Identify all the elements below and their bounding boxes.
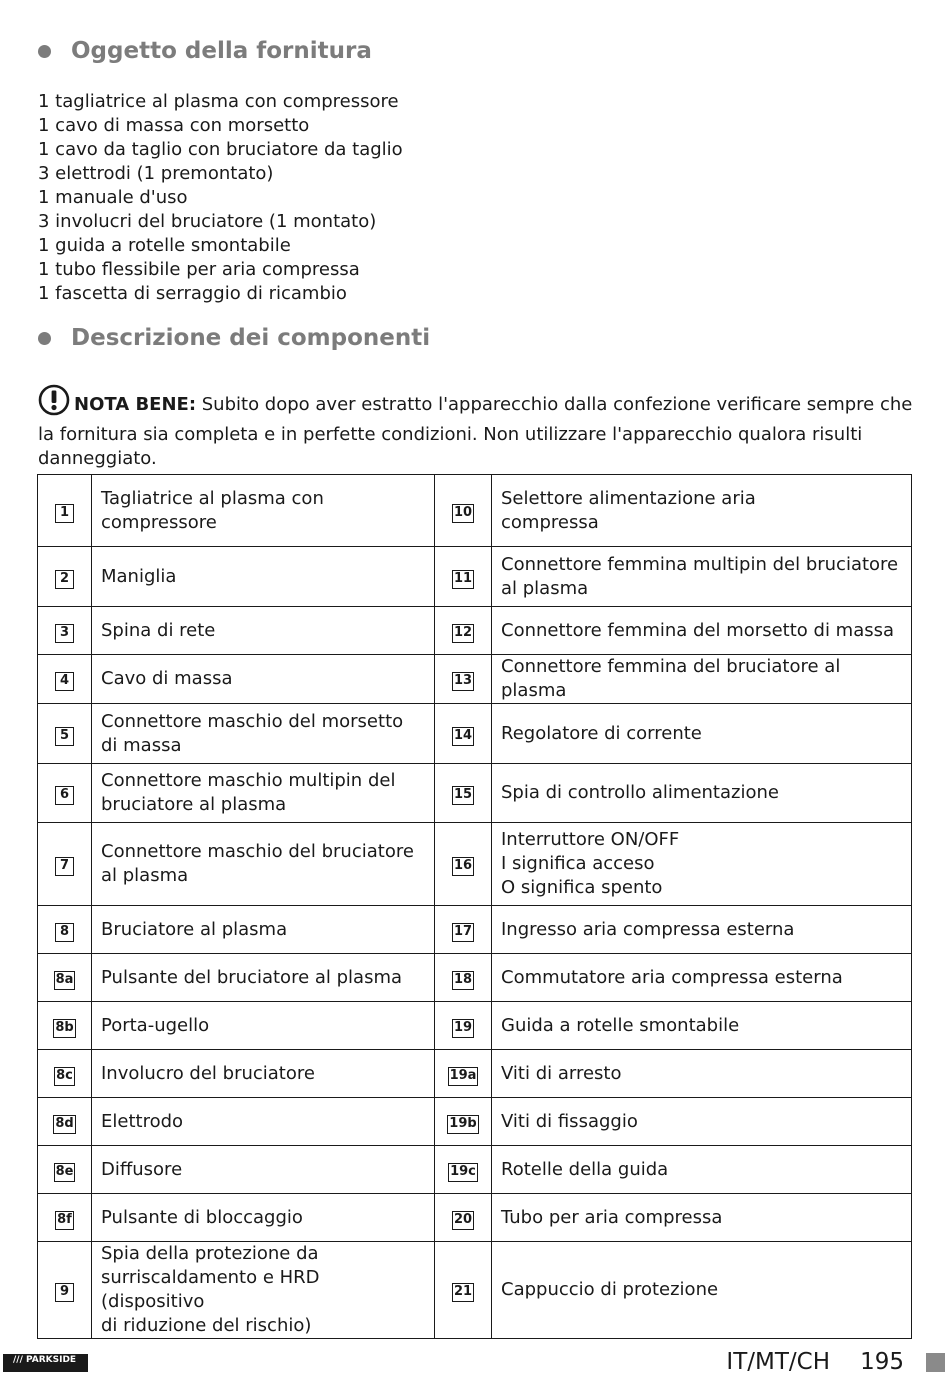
bullet-icon (38, 332, 51, 345)
number-cell (38, 655, 92, 704)
component-label: Maniglia (101, 565, 177, 587)
component-label: Rotelle della guida (501, 1158, 669, 1180)
number-cell (38, 704, 92, 764)
supply-item: 1 fascetta di serraggio di ricambio (38, 283, 347, 304)
component-label: Ingresso aria compressa esterna (501, 918, 795, 940)
number-cell (435, 1098, 492, 1146)
component-number-badge: 7 (55, 857, 74, 876)
supply-item: 3 involucri del bruciatore (1 montato) (38, 211, 377, 232)
number-cell (435, 1050, 492, 1098)
component-label: Pulsante del bruciatore al plasma (101, 966, 403, 988)
supply-heading-text: Oggetto della fornitura (71, 38, 372, 64)
component-label: Regolatore di corrente (501, 722, 702, 744)
page-number: 195 (860, 1349, 904, 1375)
component-label: Elettrodo (101, 1110, 184, 1132)
table-row (38, 823, 912, 906)
component-number-badge: 19b (447, 1115, 478, 1134)
description-cell (92, 547, 435, 607)
component-label: Pulsante di bloccaggio (101, 1206, 303, 1228)
description-cell (92, 954, 435, 1002)
number-cell (435, 655, 492, 704)
number-cell (435, 1194, 492, 1242)
description-cell (92, 655, 435, 704)
description-cell (92, 1242, 435, 1339)
component-label: Selettore alimentazione aria compressa (501, 487, 756, 533)
description-cell (492, 1242, 912, 1339)
supply-list (38, 90, 403, 306)
description-cell (92, 1002, 435, 1050)
table-row (38, 906, 912, 954)
component-label: Spia della protezione da surriscaldamento e HRD (dispositivo di riduzione del rischio) (101, 1243, 320, 1336)
supply-item: 3 elettrodi (1 premontato) (38, 163, 274, 184)
number-cell (435, 954, 492, 1002)
supply-heading (38, 38, 372, 64)
description-cell (492, 475, 912, 547)
table-row (38, 1050, 912, 1098)
components-table (37, 474, 912, 1339)
table-row (38, 607, 912, 655)
component-label: Cavo di massa (101, 668, 233, 689)
component-label: Connettore maschio multipin del bruciatore al plasma (101, 770, 396, 815)
component-number-badge: 17 (452, 923, 474, 942)
component-number-badge: 19c (448, 1163, 478, 1182)
supply-item: 1 tubo flessibile per aria compressa (38, 259, 360, 280)
number-cell (435, 764, 492, 823)
footer-language: IT/MT/CH (726, 1349, 830, 1375)
component-number-badge: 9 (55, 1283, 74, 1302)
number-cell (435, 1146, 492, 1194)
component-label: Viti di arresto (501, 1062, 622, 1084)
number-cell (435, 1242, 492, 1339)
description-cell (492, 1098, 912, 1146)
description-cell (92, 1098, 435, 1146)
number-cell (435, 823, 492, 906)
note-text: Subito dopo aver estratto l'apparecchio dalla confezione verificare sempre che la fornitura sia completa e in perfette condizioni. Non utilizzare l'apparecchio qualora risulti danneggiato. (38, 394, 913, 469)
component-label: Connettore femmina multipin del bruciatore al plasma (501, 553, 899, 599)
table-row (38, 1194, 912, 1242)
number-cell (38, 547, 92, 607)
table-row (38, 954, 912, 1002)
description-cell (92, 1146, 435, 1194)
components-heading-text: Descrizione dei componenti (71, 325, 431, 351)
number-cell (38, 764, 92, 823)
component-number-badge: 16 (452, 857, 474, 876)
component-number-badge: 1 (55, 504, 74, 523)
description-cell (92, 1050, 435, 1098)
component-number-badge: 13 (452, 672, 474, 691)
description-cell (492, 1194, 912, 1242)
component-number-badge: 8e (54, 1163, 76, 1182)
bullet-icon (38, 45, 51, 58)
supply-item: 1 tagliatrice al plasma con compressore (38, 91, 399, 112)
component-number-badge: 2 (55, 570, 74, 589)
number-cell (38, 1002, 92, 1050)
component-label: Connettore maschio del bruciatore al plasma (101, 841, 414, 886)
supply-item: 1 guida a rotelle smontabile (38, 235, 291, 256)
number-cell (38, 1098, 92, 1146)
component-number-badge: 4 (55, 672, 74, 691)
exclamation-circle-icon (38, 384, 70, 423)
number-cell (38, 954, 92, 1002)
component-number-badge: 8f (55, 1211, 74, 1230)
component-number-badge: 8a (54, 971, 76, 990)
number-cell (38, 906, 92, 954)
component-label: Commutatore aria compressa esterna (501, 966, 843, 988)
description-cell (492, 1002, 912, 1050)
component-number-badge: 5 (55, 727, 74, 746)
description-cell (492, 1146, 912, 1194)
component-number-badge: 3 (55, 624, 74, 643)
description-cell (92, 1194, 435, 1242)
table-row (38, 704, 912, 764)
component-label: Spina di rete (101, 619, 216, 641)
component-number-badge: 12 (452, 624, 474, 643)
table-row (38, 1242, 912, 1339)
brand-logo: /// PARKSIDE (3, 1354, 88, 1372)
component-number-badge: 6 (55, 786, 74, 805)
component-label: Cappuccio di protezione (501, 1279, 719, 1300)
description-cell (492, 547, 912, 607)
component-label: Connettore femmina del morsetto di massa (501, 619, 895, 641)
component-number-badge: 8 (55, 923, 74, 942)
component-label: Interruttore ON/OFF I significa acceso O significa spento (501, 829, 680, 898)
component-label: Connettore maschio del morsetto di massa (101, 710, 404, 756)
description-cell (492, 655, 912, 704)
number-cell (38, 1146, 92, 1194)
component-label: Diffusore (101, 1158, 183, 1180)
description-cell (92, 823, 435, 906)
component-label: Tubo per aria compressa (501, 1206, 723, 1228)
component-number-badge: 19a (448, 1067, 479, 1086)
description-cell (492, 906, 912, 954)
number-cell (435, 906, 492, 954)
component-label: Tagliatrice al plasma con compressore (101, 487, 324, 533)
component-number-badge: 10 (452, 504, 474, 523)
component-number-badge: 19 (452, 1019, 474, 1038)
number-cell (38, 475, 92, 547)
component-number-badge: 11 (452, 570, 474, 589)
table-row (38, 475, 912, 547)
number-cell (435, 475, 492, 547)
number-cell (435, 607, 492, 655)
component-label: Bruciatore al plasma (101, 918, 288, 940)
component-label: Involucro del bruciatore (101, 1062, 315, 1084)
table-row (38, 655, 912, 704)
supply-item: 1 manuale d'uso (38, 187, 188, 208)
table-row (38, 764, 912, 823)
note-label: NOTA BENE: (74, 394, 197, 415)
component-number-badge: 21 (452, 1283, 474, 1302)
component-number-badge: 18 (452, 971, 474, 990)
number-cell (435, 704, 492, 764)
description-cell (492, 823, 912, 906)
table-row (38, 1146, 912, 1194)
number-cell (435, 547, 492, 607)
components-heading (38, 325, 430, 351)
component-number-badge: 8c (54, 1067, 75, 1086)
component-number-badge: 20 (452, 1211, 474, 1230)
number-cell (38, 823, 92, 906)
description-cell (92, 704, 435, 764)
component-number-badge: 14 (452, 727, 474, 746)
number-cell (38, 607, 92, 655)
description-cell (492, 607, 912, 655)
description-cell (492, 764, 912, 823)
description-cell (92, 475, 435, 547)
page-marker-square (926, 1353, 945, 1372)
component-number-badge: 15 (452, 786, 474, 805)
description-cell (492, 1050, 912, 1098)
description-cell (92, 607, 435, 655)
description-cell (92, 764, 435, 823)
number-cell (435, 1002, 492, 1050)
table-row (38, 1002, 912, 1050)
component-label: Connettore femmina del bruciatore al plasma (501, 656, 841, 701)
component-label: Viti di fissaggio (501, 1110, 638, 1132)
description-cell (492, 704, 912, 764)
supply-item: 1 cavo da taglio con bruciatore da taglio (38, 139, 403, 160)
number-cell (38, 1050, 92, 1098)
number-cell (38, 1194, 92, 1242)
component-number-badge: 8d (53, 1115, 75, 1134)
description-cell (92, 906, 435, 954)
supply-item: 1 cavo di massa con morsetto (38, 115, 310, 136)
note-box (38, 384, 918, 471)
table-row (38, 547, 912, 607)
number-cell (38, 1242, 92, 1339)
component-label: Spia di controllo alimentazione (501, 782, 779, 803)
table-row (38, 1098, 912, 1146)
description-cell (492, 954, 912, 1002)
component-number-badge: 8b (53, 1019, 75, 1038)
component-label: Guida a rotelle smontabile (501, 1014, 740, 1036)
component-label: Porta-ugello (101, 1014, 210, 1036)
